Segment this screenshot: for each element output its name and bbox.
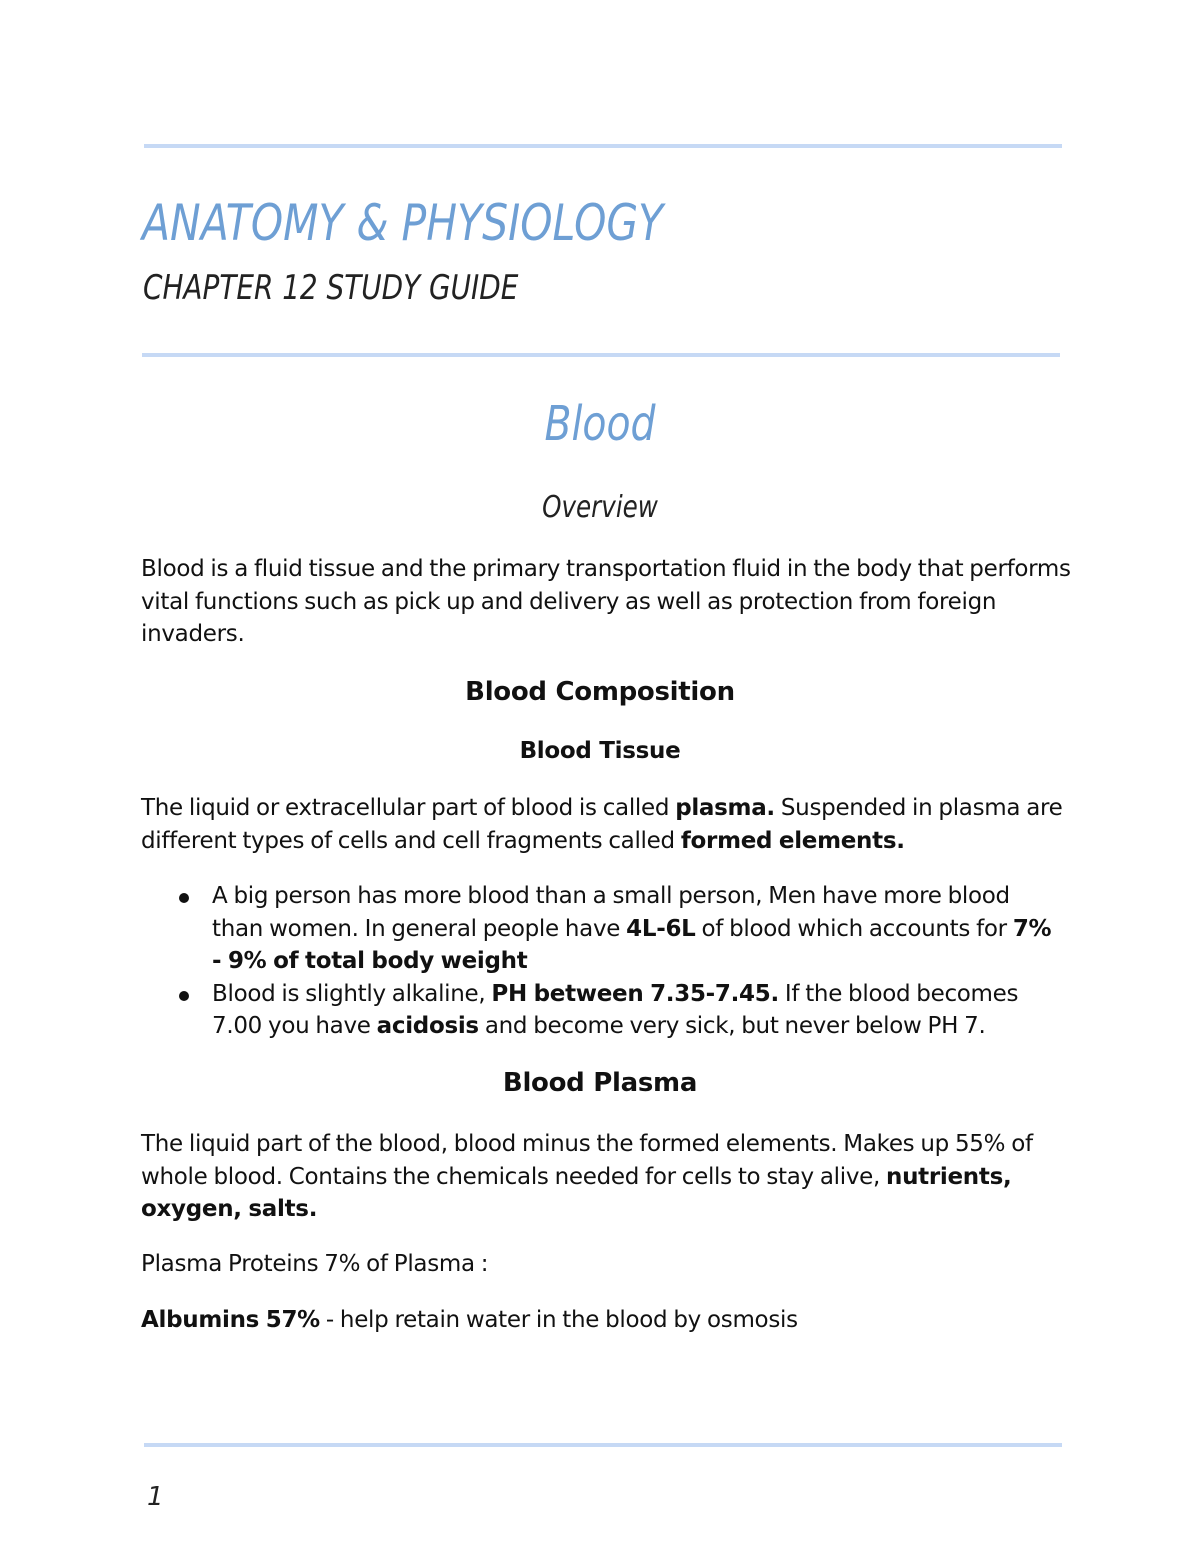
overview-paragraph: Blood is a fluid tissue and the primary transportation fluid in the body that performs vital functions such as pick up and delivery as well as protection from foreign invaders. <box>141 556 1071 647</box>
bullet-icon <box>179 893 189 903</box>
composition-heading: Blood Composition <box>465 677 735 707</box>
list-item: Blood is slightly alkaline, PH between 7.35-7.45. If the blood becomes 7.00 you have acidosis and become very sick, but never below PH 7. <box>141 978 1061 1043</box>
albumins-line: Albumins 57% - help retain water in the blood by osmosis <box>141 1307 798 1333</box>
plasma-proteins-line: Plasma Proteins 7% of Plasma : <box>141 1251 489 1277</box>
document-subtitle: CHAPTER 12 STUDY GUIDE <box>143 268 519 308</box>
list-item: A big person has more blood than a small person, Men have more blood than women. In general people have 4L-6L of blood which accounts for 7% - 9% of total body weight <box>141 880 1061 978</box>
top-rule <box>144 144 1062 148</box>
composition-bullet-list <box>141 880 1061 1043</box>
footer-rule <box>144 1443 1062 1447</box>
tissue-paragraph: The liquid or extracellular part of blood is called plasma. Suspended in plasma are different types of cells and cell fragments called formed elements. <box>141 795 1063 854</box>
document-title: ANATOMY & PHYSIOLOGY <box>142 194 664 252</box>
plasma-term: plasma. <box>675 795 775 821</box>
formed-elements-term: formed elements. <box>680 827 905 854</box>
bullet-icon <box>179 991 189 1001</box>
tissue-heading: Blood Tissue <box>519 738 681 764</box>
header-rule <box>142 353 1060 357</box>
page-number: 1 <box>147 1482 164 1512</box>
plasma-paragraph: The liquid part of the blood, blood minus the formed elements. Makes up 55% of whole blood. Contains the chemicals needed for cells to stay alive, nutrients, oxygen, salts. <box>141 1131 1033 1222</box>
section-title: Blood <box>544 396 656 452</box>
plasma-heading: Blood Plasma <box>502 1068 698 1098</box>
overview-heading: Overview <box>542 490 658 525</box>
plasma-chemicals: nutrients, oxygen, salts. <box>141 1163 1012 1222</box>
